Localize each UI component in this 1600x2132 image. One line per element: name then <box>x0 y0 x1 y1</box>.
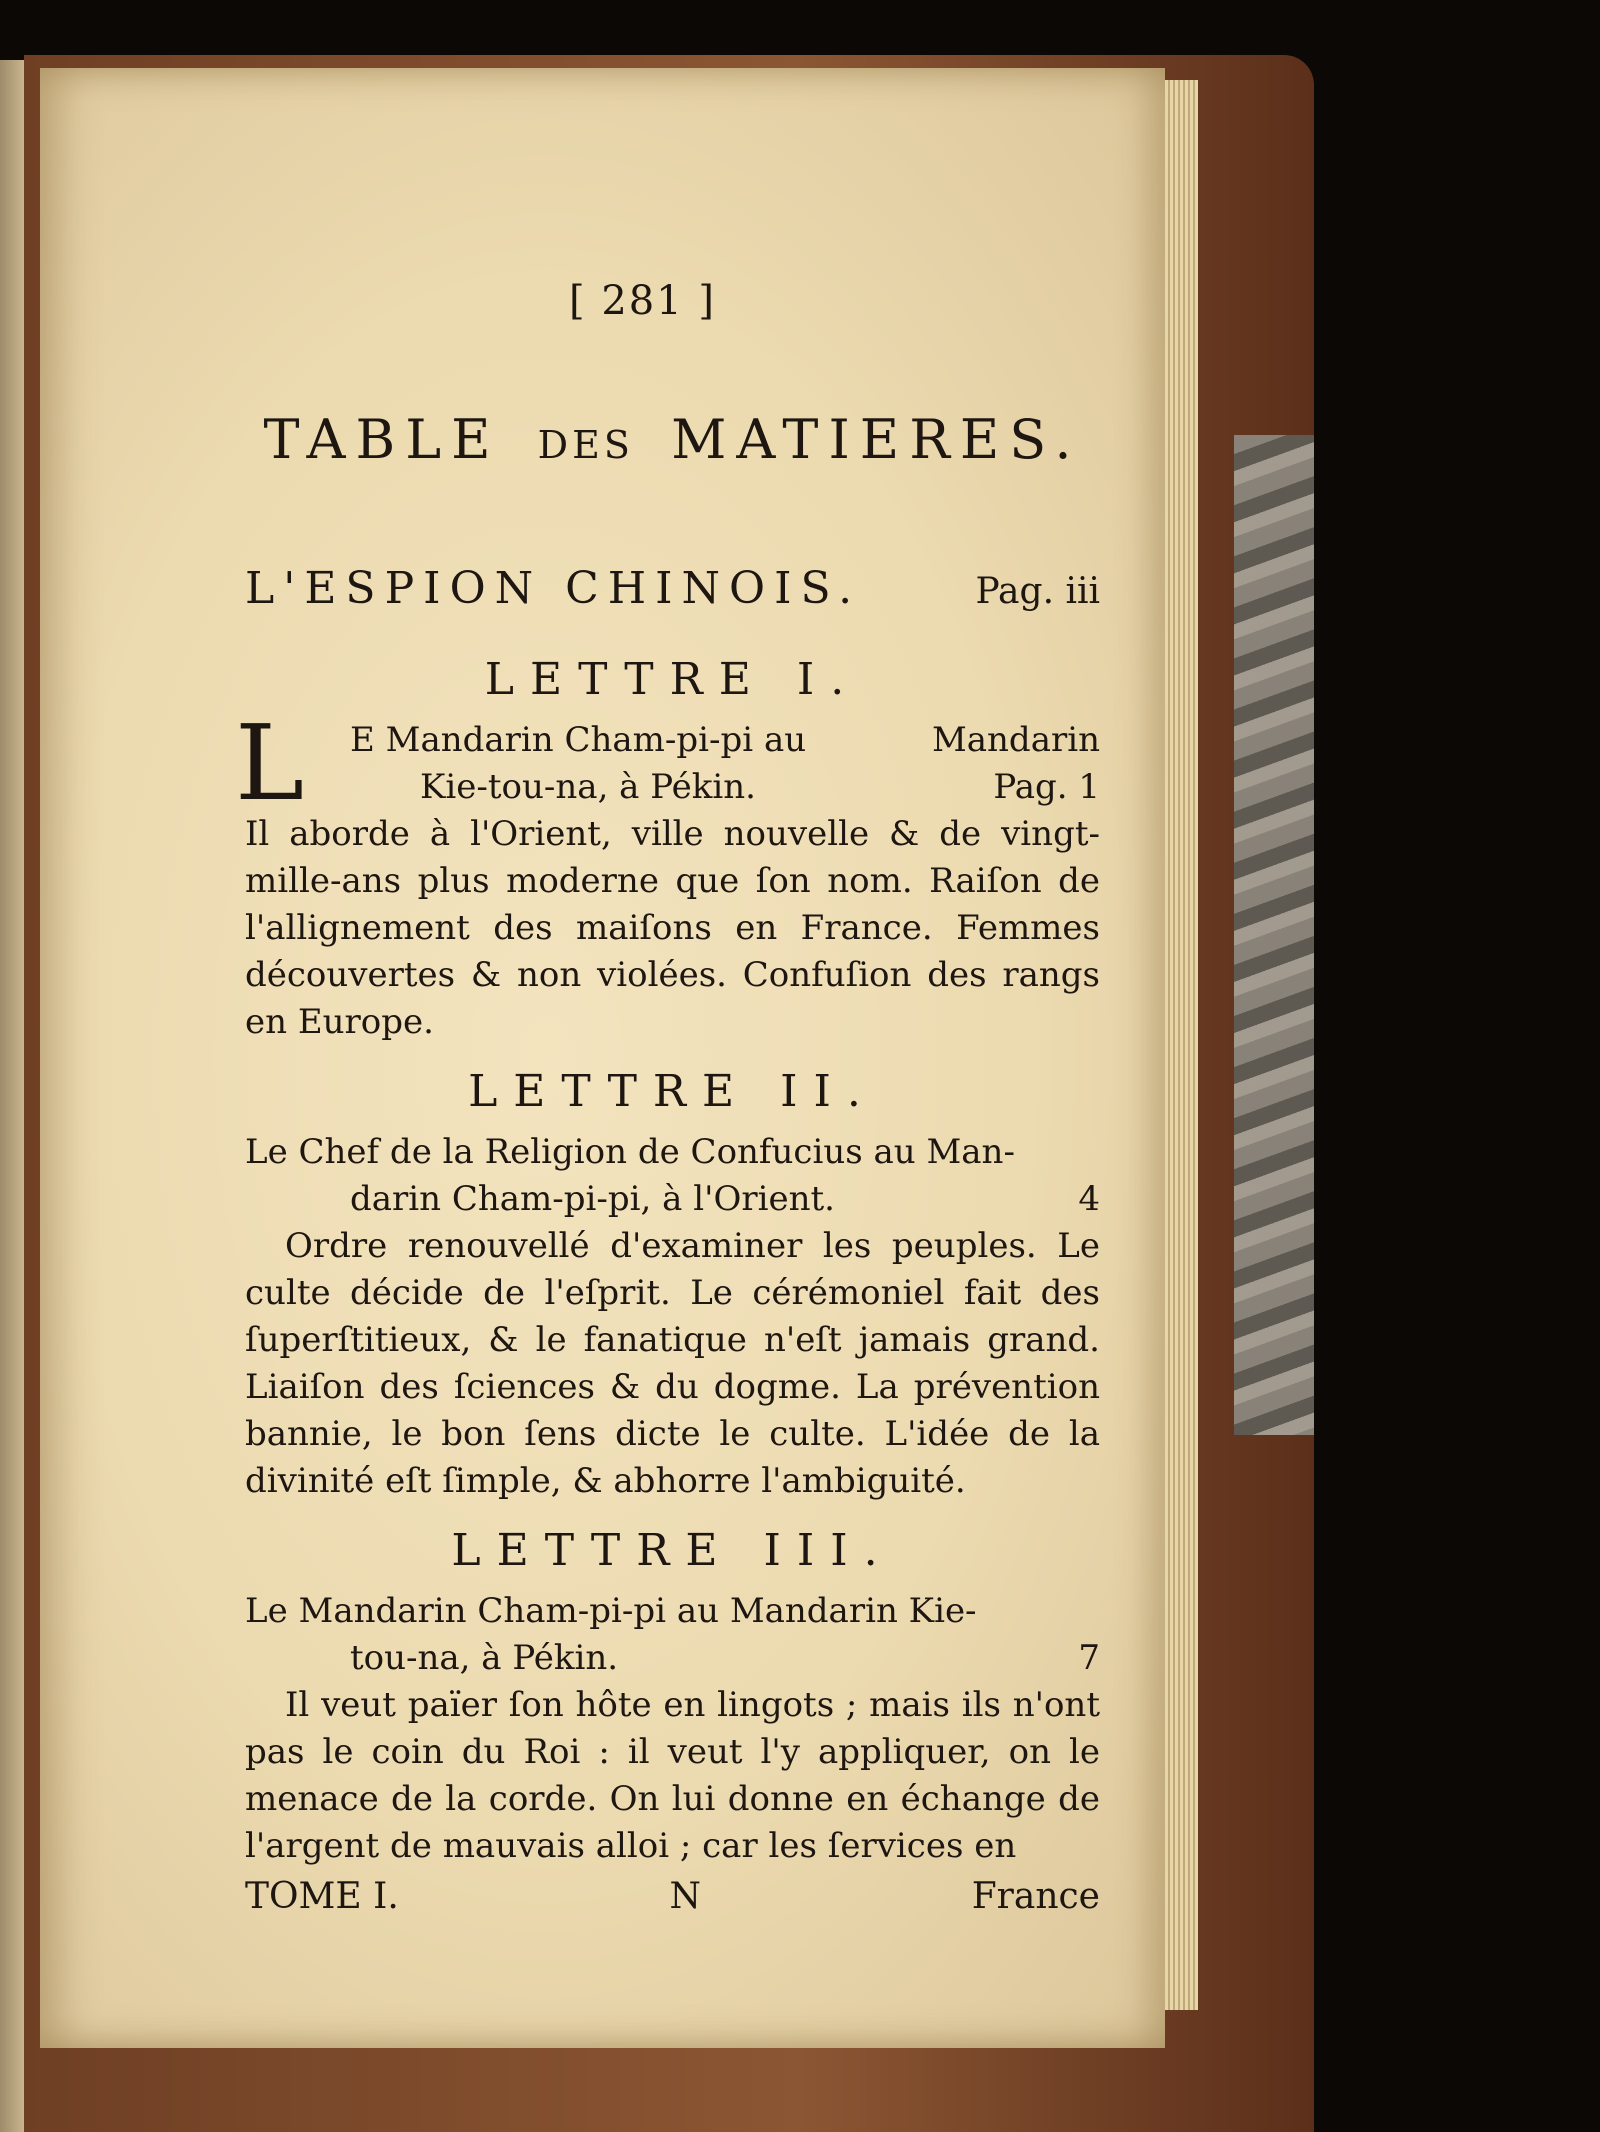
address-line-2: Kie-tou-na, à Pékin. <box>420 767 756 807</box>
page-title <box>245 408 1100 471</box>
letter-heading: LETTRE II. <box>468 1066 877 1117</box>
letter-address <box>235 702 1100 824</box>
letter-entry <box>235 702 1100 1046</box>
volume-label: TOME I. <box>245 1876 399 1917</box>
address-line-1: Le Chef de la Religion de Confucius au Man- <box>245 1132 1015 1172</box>
title-word-matieres: MATIERES. <box>671 408 1082 471</box>
letter-summary: Il veut païer ſon hôte en lingots ; mais ils n'ont pas le coin du Roi : il veut l'y appliquer, on le menace de la corde. On lui donne en échange de l'argent de mauvais alloi ; car les ſervices en <box>245 1685 1100 1866</box>
address-line-1: Le Mandarin Cham-pi-pi au Mandarin Kie- <box>245 1591 977 1631</box>
page-footer <box>245 1876 1100 1917</box>
address-line-2: darin Cham-pi-pi, à l'Orient. <box>350 1179 835 1219</box>
drop-cap: L <box>235 702 305 824</box>
letter-page-ref: 7 <box>1078 1638 1100 1678</box>
letter-page-ref: Pag. 1 <box>993 767 1100 807</box>
left-page-edge <box>0 60 24 2132</box>
book-page <box>40 68 1165 2048</box>
letter-heading: LETTRE I. <box>484 654 861 705</box>
page-number: [ 281 ] <box>569 278 716 324</box>
work-entry <box>245 563 1100 614</box>
address-line-1-end: Mandarin <box>931 720 1100 760</box>
letter-summary: Il aborde à l'Orient, ville nouvelle & de vingt-mille-ans plus moderne que ſon nom. Raiſon de l'allignement des maiſons en France. Femmes découvertes & non violées. Confuſion des rangs en Europe. <box>245 814 1100 1042</box>
letter-heading: LETTRE III. <box>451 1525 894 1576</box>
marbled-board <box>1234 435 1314 1435</box>
work-page-ref: Pag. iii <box>975 571 1100 612</box>
letter-page-ref: 4 <box>1078 1179 1100 1219</box>
letter-summary: Ordre renouvellé d'examiner les peuples. Le culte décide de l'eſprit. Le cérémoniel fait des ſuperſtitieux, & le fanatique n'eſt jamais grand. Liaiſon des ſciences & du dogme. La prévention bannie, le bon ſens dicte le culte. L'idée de la divinité eſt ſimple, & abhorre l'ambiguité. <box>245 1226 1100 1501</box>
page-text <box>235 278 1100 1917</box>
address-line-1: E Mandarin Cham-pi-pi au <box>350 720 807 760</box>
title-word-table: TABLE <box>263 408 501 471</box>
title-word-des: DES <box>537 423 634 467</box>
letter-entry <box>245 1129 1100 1505</box>
catchword: France <box>971 1876 1100 1917</box>
work-title: L'ESPION CHINOIS. <box>245 563 862 614</box>
address-line-2: tou-na, à Pékin. <box>350 1638 619 1678</box>
letter-entry <box>245 1588 1100 1870</box>
signature-mark: N <box>669 1876 701 1917</box>
